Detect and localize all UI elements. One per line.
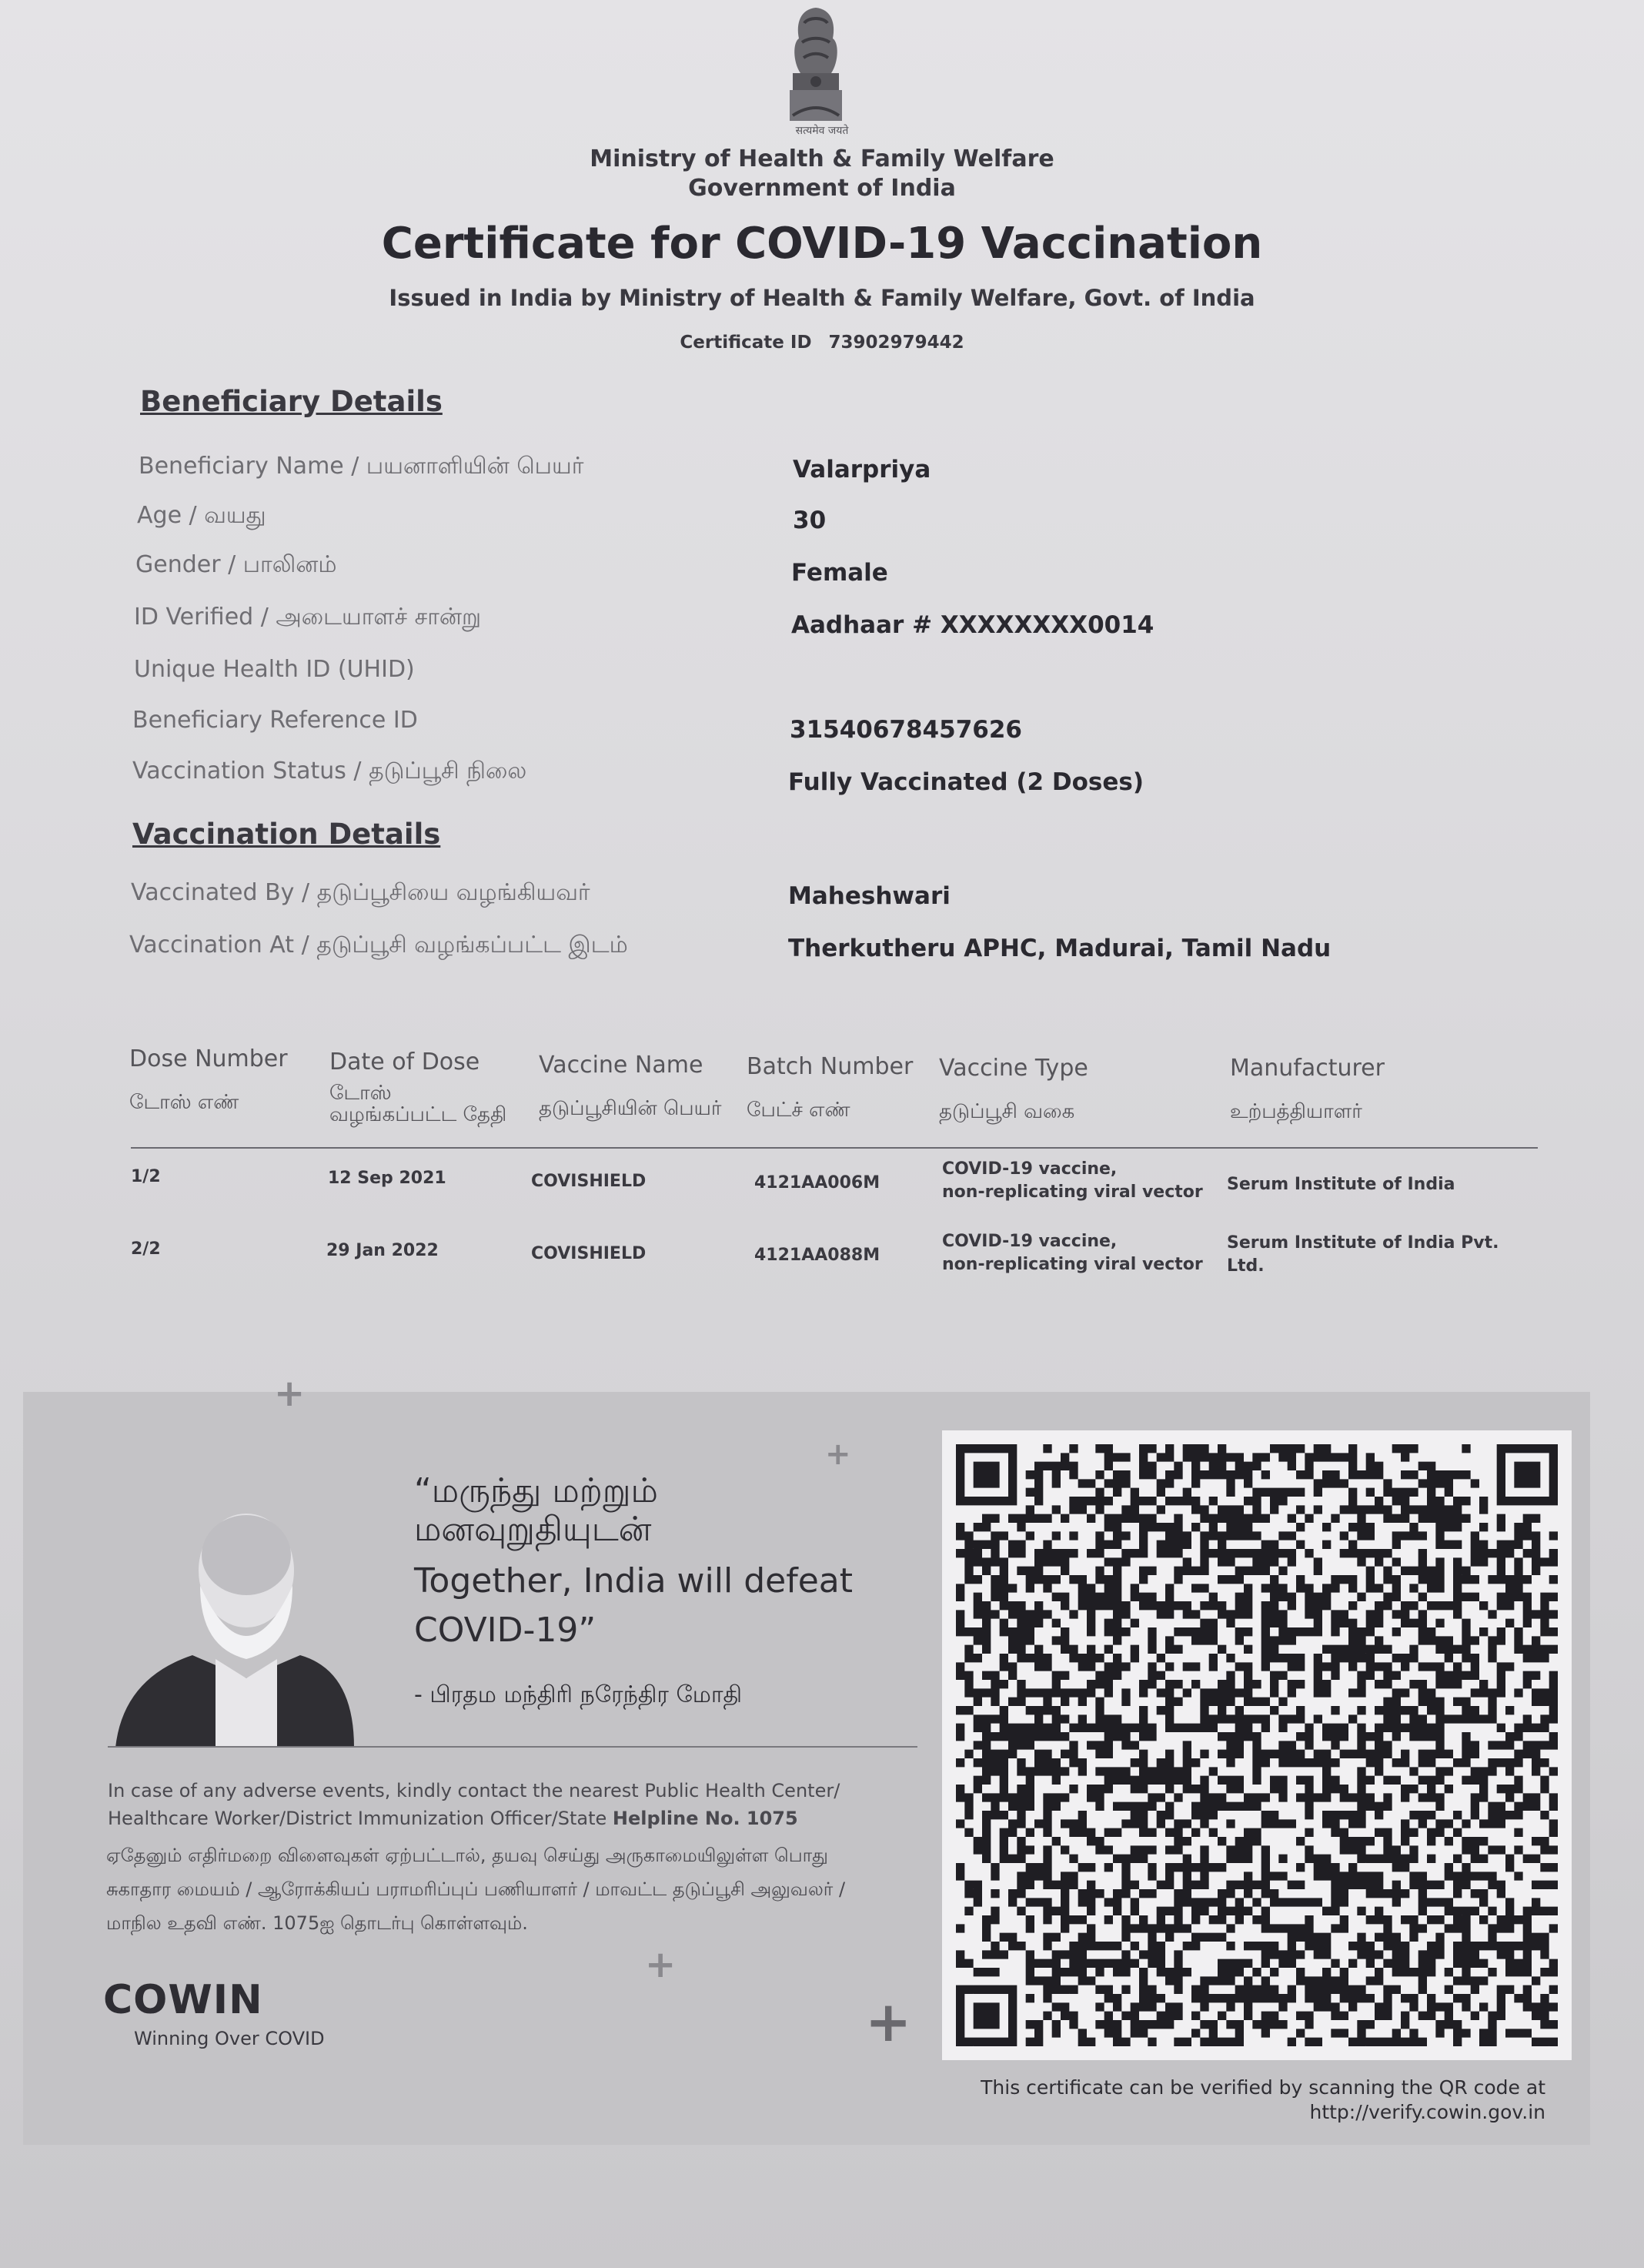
portrait-image xyxy=(108,1501,354,1748)
header-en: Date of Dose xyxy=(329,1049,480,1075)
gender-value: Female xyxy=(791,559,888,587)
dose-number-cell: 2/2 xyxy=(131,1239,161,1259)
beneficiary-name-label: Beneficiary Name / பயனாளியின் பெயர் xyxy=(139,453,584,480)
header-en: Dose Number xyxy=(129,1045,288,1072)
dose-number-cell: 1/2 xyxy=(131,1167,161,1186)
header-en: Batch Number xyxy=(747,1053,914,1080)
vaccination-at-label: Vaccination At / தடுப்பூசி வழங்கப்பட்ட இடம் xyxy=(129,932,628,958)
header-en: Manufacturer xyxy=(1230,1055,1385,1082)
header-ta: உற்பத்தியாளர் xyxy=(1230,1100,1362,1123)
qr-code-icon xyxy=(956,1444,1558,2046)
verification-line: This certificate can be verified by scanning the QR code at xyxy=(981,2076,1545,2099)
vaccine-type-line: non-replicating viral vector xyxy=(942,1183,1203,1202)
vaccine-type-cell xyxy=(942,1158,1203,1204)
gender-label: Gender / பாலினம் xyxy=(135,551,337,578)
certificate-id xyxy=(0,333,1644,353)
adverse-note-line: In case of any adverse events, kindly contact the nearest Public Health Center/ xyxy=(108,1780,840,1801)
plus-icon: + xyxy=(274,1372,306,1415)
uhid-label: Unique Health ID (UHID) xyxy=(134,656,415,683)
vaccine-name-cell: COVISHIELD xyxy=(531,1244,647,1263)
vaccine-type-line: COVID-19 vaccine, xyxy=(942,1232,1118,1251)
quote-tamil-line: மனவுறுதியுடன் xyxy=(414,1510,652,1549)
qr-modules xyxy=(956,1444,1558,2046)
id-verified-value: Aadhaar # XXXXXXXX0014 xyxy=(791,611,1154,639)
verification-url: http://verify.cowin.gov.in xyxy=(1309,2101,1545,2123)
header-ta: தடுப்பூசி வகை xyxy=(939,1100,1075,1123)
date-cell: 29 Jan 2022 xyxy=(326,1241,439,1260)
table-header-vaccine-name xyxy=(539,1052,747,1122)
vaccination-at-value: Therkutheru APHC, Madurai, Tamil Nadu xyxy=(788,935,1332,962)
adverse-note-line xyxy=(108,1805,924,1832)
table-header-batch-number xyxy=(747,1053,931,1124)
adverse-events-note xyxy=(108,1777,924,1832)
age-value: 30 xyxy=(793,507,827,534)
header-ta: பேட்ச் எண் xyxy=(747,1099,850,1122)
reference-id-label: Beneficiary Reference ID xyxy=(132,707,418,734)
vaccine-type-line: non-replicating viral vector xyxy=(942,1255,1203,1274)
header-ta: டோஸ் வழங்கப்பட்ட தேதி xyxy=(329,1082,507,1126)
adverse-events-note-tamil xyxy=(106,1838,930,1940)
vaccination-details-heading: Vaccination Details xyxy=(132,818,441,851)
beneficiary-name-value: Valarpriya xyxy=(793,456,931,483)
ministry-name xyxy=(0,145,1644,203)
beneficiary-details-heading: Beneficiary Details xyxy=(140,385,443,418)
ministry-line: Ministry of Health & Family Welfare xyxy=(590,146,1054,172)
adverse-note-tamil-line: சுகாதார மையம் / ஆரோக்கியப் பராமரிப்புப் பணியாளர் / மாவட்ட தடுப்பூசி அலுவலர் / xyxy=(106,1878,846,1900)
plus-icon: + xyxy=(645,1943,677,1986)
batch-cell: 4121AA006M xyxy=(754,1173,880,1193)
manufacturer-cell xyxy=(1227,1232,1499,1278)
table-divider xyxy=(131,1147,1538,1149)
national-emblem-icon xyxy=(770,0,862,131)
vaccinated-by-value: Maheshwari xyxy=(788,882,951,910)
quote xyxy=(414,1472,853,1655)
verification-note xyxy=(970,2076,1545,2125)
quote-english-line: COVID-19” xyxy=(414,1611,596,1650)
header-ta: தடுப்பூசியின் பெயர் xyxy=(539,1097,722,1120)
table-header-vaccine-type xyxy=(939,1055,1216,1126)
reference-id-value: 31540678457626 xyxy=(790,716,1022,744)
certificate-id-value: 73902979442 xyxy=(828,333,964,353)
manufacturer-line: Serum Institute of India Pvt. xyxy=(1227,1233,1499,1253)
table-header-manufacturer xyxy=(1230,1055,1507,1126)
helpline-number: Helpline No. 1075 xyxy=(612,1808,798,1829)
vaccine-type-line: COVID-19 vaccine, xyxy=(942,1159,1118,1179)
age-label: Age / வயது xyxy=(137,502,266,529)
vaccination-status-label: Vaccination Status / தடுப்பூசி நிலை xyxy=(132,758,527,784)
plus-icon: + xyxy=(865,1989,912,2054)
header-en: Vaccine Name xyxy=(539,1052,703,1079)
manufacturer-cell xyxy=(1227,1173,1455,1196)
manufacturer-line: Ltd. xyxy=(1227,1256,1265,1276)
vaccination-status-value: Fully Vaccinated (2 Doses) xyxy=(788,768,1144,796)
adverse-note-text: Healthcare Worker/District Immunization Officer/State xyxy=(108,1808,607,1829)
vaccine-name-cell: COVISHIELD xyxy=(531,1172,647,1191)
quote-attribution: - பிரதம மந்திரி நரேந்திர மோதி xyxy=(414,1681,743,1708)
batch-cell: 4121AA088M xyxy=(754,1246,880,1265)
emblem-caption: सत्यमेव जयते xyxy=(795,125,849,137)
header-en: Vaccine Type xyxy=(939,1055,1088,1082)
table-header-dose-number xyxy=(129,1045,299,1116)
footer-divider xyxy=(108,1746,917,1748)
cowin-logo: COWIN xyxy=(103,1977,263,2023)
quote-english-line: Together, India will defeat xyxy=(414,1561,853,1601)
plus-icon: + xyxy=(825,1437,851,1472)
adverse-note-tamil-line: மாநில உதவி எண். 1075ஐ தொடர்பு கொள்ளவும். xyxy=(106,1912,528,1934)
certificate-id-label: Certificate ID xyxy=(680,333,812,353)
government-line: Government of India xyxy=(688,175,956,202)
table-header-date-of-dose xyxy=(329,1049,522,1126)
page-title: Certificate for COVID-19 Vaccination xyxy=(381,219,1263,269)
date-cell: 12 Sep 2021 xyxy=(328,1169,446,1188)
id-verified-label: ID Verified / அடையாளச் சான்று xyxy=(134,604,482,631)
quote-tamil-line: “மருந்து மற்றும் xyxy=(414,1471,658,1510)
adverse-note-tamil-line: ஏதேனும் எதிர்மறை விளைவுகள் ஏற்பட்டால், தயவு செய்து அருகாமையிலுள்ள பொது xyxy=(106,1845,828,1866)
vaccine-type-cell xyxy=(942,1230,1203,1276)
cowin-tagline: Winning Over COVID xyxy=(134,2028,325,2049)
manufacturer-line: Serum Institute of India xyxy=(1227,1175,1455,1194)
issued-by: Issued in India by Ministry of Health & Family Welfare, Govt. of India xyxy=(389,285,1255,311)
qr-code-frame xyxy=(942,1430,1572,2060)
vaccinated-by-label: Vaccinated By / தடுப்பூசியை வழங்கியவர் xyxy=(131,879,590,906)
header-ta: டோஸ் எண் xyxy=(129,1091,239,1114)
